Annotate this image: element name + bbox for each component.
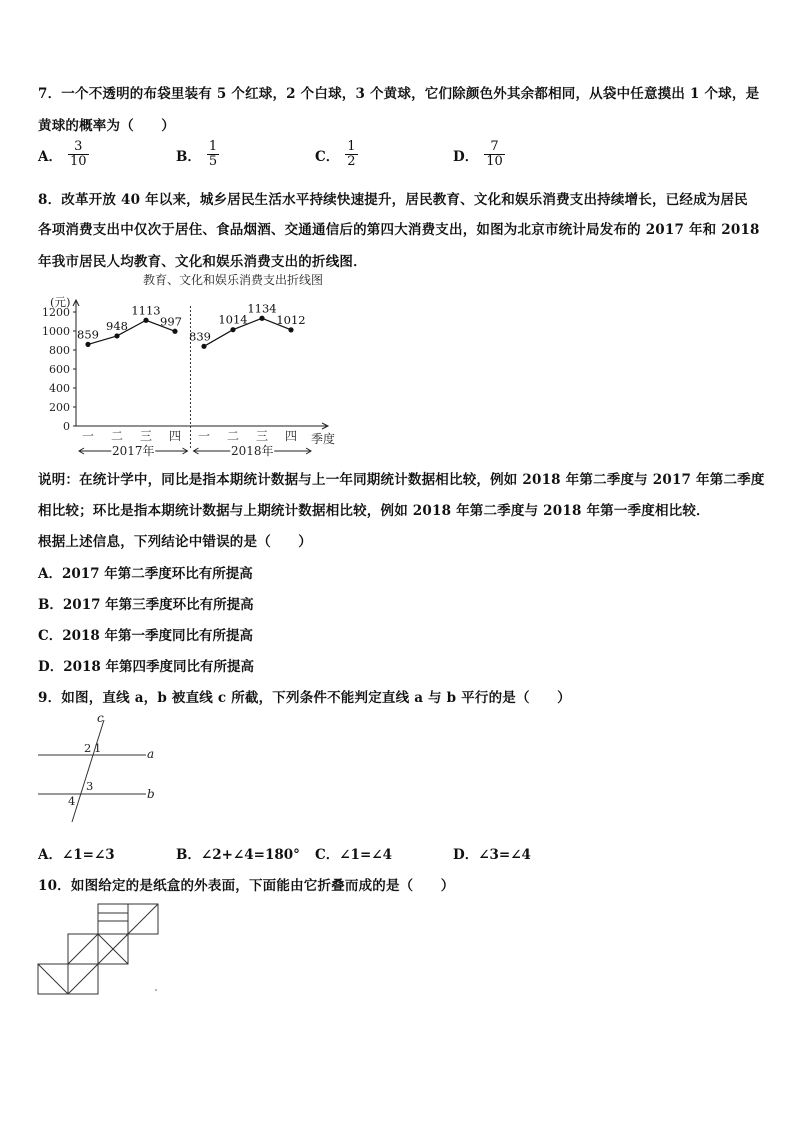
box-net-figure	[36, 900, 166, 1000]
x-tick-label: 四	[168, 429, 182, 443]
angle-4-label: 4	[68, 794, 76, 808]
data-point	[230, 327, 235, 332]
data-label: 1014	[218, 312, 248, 327]
data-point	[114, 333, 119, 338]
q8-option-d: D．2018 年第四季度同比有所提高	[38, 659, 254, 675]
data-label: 948	[106, 318, 128, 333]
q10-stem: 10．如图给定的是纸盒的外表面，下面能由它折叠而成的是（ ）	[38, 878, 455, 894]
q7-option-a: A． $\frac{3}{10}$	[38, 139, 87, 169]
q9-option-a: A．∠1=∠3	[38, 847, 115, 863]
y-axis-label: (元)	[50, 295, 71, 309]
x-tick-label: 一	[81, 429, 95, 443]
net-face-mark	[38, 964, 68, 994]
y-tick-label: 1200	[42, 306, 70, 319]
data-label: 1113	[131, 303, 161, 318]
angle-2-label: 2	[84, 741, 92, 755]
data-label: 1134	[247, 301, 277, 316]
x-tick-label: 三	[255, 429, 269, 443]
y-tick-label: 0	[63, 420, 70, 433]
data-label: 1012	[276, 312, 306, 327]
q9-option-d: D．∠3=∠4	[453, 847, 531, 863]
q9-stem: 9．如图，直线 a，b 被直线 c 所截，下列条件不能判定直线 a 与 b 平行的是（ ）	[38, 690, 571, 706]
data-label: 839	[189, 329, 211, 344]
parallel-lines-figure	[36, 712, 160, 830]
q8-note-line1: 说明：在统计学中，同比是指本期统计数据与上一年同期统计数据相比较，例如 2018 年第二季度与 2017 年第二季度	[38, 472, 765, 488]
q8-question: 根据上述信息，下列结论中错误的是（ ）	[38, 534, 312, 550]
chart-title: 教育、文化和娱乐消费支出折线图	[142, 273, 324, 287]
q8-stem-line2: 各项消费支出中仅次于居住、食品烟酒、交通通信后的第四大消费支出，如图为北京市统计局发布的 2017 年和 2018	[38, 222, 760, 238]
q9-option-c: C．∠1=∠4	[315, 847, 392, 863]
year-group-label: 2018年	[230, 444, 274, 458]
consumption-line-chart	[30, 268, 350, 463]
data-point	[143, 318, 148, 323]
y-tick-label: 200	[49, 401, 70, 414]
data-label: 859	[77, 327, 99, 342]
year-group-label: 2017年	[111, 444, 155, 458]
q8-option-c: C．2018 年第一季度同比有所提高	[38, 628, 254, 644]
q7-stem-line2: 黄球的概率为（ ）	[38, 118, 175, 134]
x-axis-label: 季度	[311, 432, 336, 446]
x-tick-label: 一	[197, 429, 211, 443]
net-face-mark	[128, 904, 158, 934]
angle-1-label: 1	[94, 741, 102, 755]
net-face-mark	[68, 964, 98, 994]
y-tick-label: 600	[49, 363, 70, 376]
data-point	[288, 327, 293, 332]
data-point	[85, 342, 90, 347]
q7-option-d: D． $\frac{7}{10}$	[453, 139, 503, 169]
q8-option-a: A．2017 年第二季度环比有所提高	[38, 566, 253, 582]
y-tick-label: 800	[49, 344, 70, 357]
q8-stem-line1: 8．改革开放 40 年以来，城乡居民生活水平持续快速提升，居民教育、文化和娱乐消费支出持续增长，已经成为居民	[38, 192, 748, 208]
x-tick-label: 三	[139, 429, 153, 443]
net-face	[98, 904, 128, 934]
label-a: a	[147, 747, 155, 761]
line-c	[72, 720, 104, 822]
q8-option-b: B．2017 年第三季度环比有所提高	[38, 597, 254, 613]
q8-stem-line3: 年我市居民人均教育、文化和娱乐消费支出的折线图．	[38, 254, 367, 270]
y-tick-label: 1000	[42, 325, 70, 338]
y-tick-label: 400	[49, 382, 70, 395]
x-tick-label: 二	[110, 429, 124, 443]
q8-note-line2: 相比较；环比是指本期统计数据与上期统计数据相比较，例如 2018 年第二季度与 2018 年第一季度相比较．	[38, 503, 710, 519]
q7-option-c: C． $\frac{1}{2}$	[315, 139, 356, 169]
angle-3-label: 3	[86, 779, 94, 793]
x-tick-label: 二	[226, 429, 240, 443]
label-c: c	[97, 712, 104, 725]
q9-option-b: B．∠2+∠4=180°	[176, 847, 300, 863]
data-label: 997	[160, 314, 182, 329]
label-b: b	[147, 787, 155, 801]
data-point	[172, 329, 177, 334]
stray-dot	[155, 989, 157, 991]
q7-option-b: B． $\frac{1}{5}$	[176, 139, 218, 169]
net-face-mark	[68, 934, 98, 964]
data-point	[201, 344, 206, 349]
x-tick-label: 四	[284, 429, 298, 443]
q7-stem-line1: 7．一个不透明的布袋里装有 5 个红球，2 个白球，3 个黄球，它们除颜色外其余都相同，从袋中任意摸出 1 个球，是	[38, 86, 760, 102]
data-point	[259, 316, 264, 321]
